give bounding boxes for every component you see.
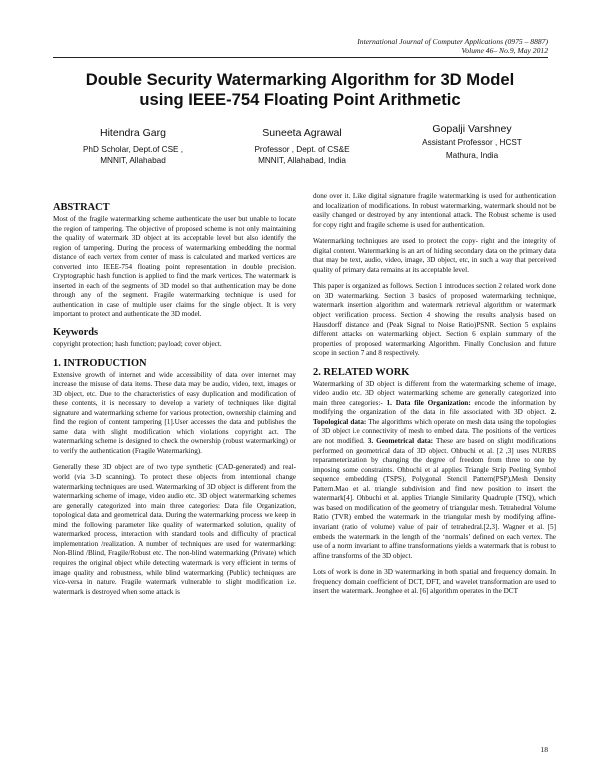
left-column [53, 202, 296, 604]
paper-title [40, 70, 560, 110]
related-text: The algorithms which operate on mesh data using the topologies of 3D object i.e connectivity of mesh to embed data. The positions of the vertices are not modified. [313, 417, 556, 446]
related-work-paragraph-1 [313, 380, 556, 561]
author-affiliation: PhD Scholar, Dept.of CSE , [82, 145, 184, 154]
journal-volume: Volume 46– No.9, May 2012 [461, 46, 548, 55]
introduction-paragraph-3: done over it. Like digital signature fragile watermarking is used for authentication and localization of modifications. In robust watermarking, watermark should not be easily changed or destroyed by any intentional attack. The Robust scheme is used for copy right and fragile scheme is used for authentication. [313, 192, 556, 229]
introduction-paragraph-2: Generally these 3D object are of two type synthetic (CAD-generated) and real-world (via 3-D scanning). To protect these objects from intentional change watermarking techniques are used. Watermarking of 3D object is different from the watermarking scheme of image, video audio etc. 3D object watermarking schemes are generally categorized into main three categories: Data file Organization, topological data and geometrical data. During the watermarking process we keep in mind the following parameter like quality of watermarked solution, quality of watermarked process, interaction with standard tools and difficulty of practical implementation /realization. A number of techniques are used for watermarking: Non-Blind /Blind, Fragile/Robust etc. The non-blind watermarking (Private) which requires the original object while detecting watermark is very efficient in terms of image quality and robustness, while blind watermarking (Public) techniques are vice-versa in nature. Fragile watermark vulnerable to slight modification i.e. watermark is destroyed when some attack is [53, 463, 296, 596]
author-1 [53, 126, 213, 166]
introduction-paragraph-4: Watermarking techniques are used to protect the copy- right and the integrity of digital content. Watermarking is an art of hiding secondary data on the primary data that may be text, audio, video, image, 3D object, etc, in such a way that perceived quality of primary data remains at its acceptable level. [313, 237, 556, 274]
category-geometrical: 3. Geometrical data: [367, 437, 434, 446]
journal-header [357, 37, 548, 55]
page-number: 18 [540, 745, 548, 754]
category-data-file: 1. Data file Organization: [386, 398, 471, 407]
journal-name: International Journal of Computer Applications (0975 – 8887) [357, 37, 548, 46]
keywords-heading: Keywords [53, 327, 99, 339]
introduction-paragraph-1: Extensive growth of internet and wide accessibility of data over internet may increase the misuse of data items. These data may be audio, video, text, images or 3D object, etc. Due to the characteristics of easy duplication and modification of these contents, it is necessary to develop a variety of techniques like digital signature and watermarking scheme for various protection, ownership claiming and find the region of content tampering [1].User accesses the data and publishes the same data with slight modification which violations copyright act. The watermarking scheme is designed to check the ownership (robust watermarking) or to verify the authentication (Fragile Watermarking). [53, 370, 296, 455]
title-line-2: using IEEE-754 Floating Point Arithmetic [139, 90, 461, 109]
author-name: Gopalji Varshney [432, 123, 512, 135]
author-3 [392, 122, 552, 161]
abstract-heading: ABSTRACT [53, 202, 110, 213]
author-affiliation: Assistant Professor , HCST [422, 138, 522, 147]
category-topological: 2. Topological data: [313, 408, 556, 426]
introduction-paragraph-5: This paper is organized as follows. Section 1 introduces section 2 related work done on 3D watermarking. Section 3 basics of proposed watermarking technique, watermark insertion algorithm and watermark retrieval algorithm or watermark object verification process. Section 4 showing the results analysis based on Hausdorff distance and (Peak Signal to Noise Ratio)PSNR. Section 5 explains different attacks on watermarking object. Section 6 explain summary of the properties of proposed watermarking Algorithm. Finally Conclusion and future scope in section 7 and 8 respectively. [313, 282, 556, 358]
author-affiliation: Mathura, India [445, 151, 499, 160]
author-affiliation: Professor , Dept. of CS&E [254, 145, 350, 154]
related-text: These are based on slight modifications performed on geometrical data of 3D object. Ohbuchi et al. [2 ,3] uses NURBS reparameterization by changing the degree of freedom from three to one by imposing some constraints. Ohbuchi et al applies Triangle Strip Peeling Symbol sequence embedding (TSPS), Polygonal Stencil Pattern(PSP),Mesh Density Pattern.Mao et al. triangle subdivision and find new position to insert the watermark[4]. Ohbuchi et al. applies Triangle Similarity Quadruple (TSQ), which was based on modification of the geometry of triangular mesh. Tetrahedral Volume Ratio (TVR) embed the watermark in the triangular mesh by modifying affine-invariant (ratio of volume) value of pair of tetrahedral.[2,3]. Wagner et al. [5] embeds the watermark in the length of the ‘normals’ defined on each vertex. The use of a norm invariant to affine transformations yields a watermark that is robust to affine transforms of the 3D object. [313, 437, 556, 560]
title-line-1: Double Security Watermarking Algorithm for 3D Model [85, 70, 515, 89]
author-name: Hitendra Garg [100, 127, 166, 139]
right-column [313, 192, 556, 604]
introduction-heading: 1. INTRODUCTION [53, 357, 147, 369]
author-name: Suneeta Agrawal [262, 127, 342, 139]
author-2 [222, 126, 382, 166]
related-text: Watermarking of 3D object is different from the watermarking scheme of image, video audio etc. 3D object watermarking scheme are generally categorized into main three categories:- [313, 379, 556, 407]
related-work-paragraph-2: Lots of work is done in 3D watermarking in both spatial and frequency domain. In frequency domain coefficient of DCT, DFT, and wavelet transformation are used to insert the watermark. Jeonghee et al. [6] algorithm operates in the DCT [313, 568, 556, 596]
author-affiliation: MNNIT, Allahabad, India [258, 156, 346, 165]
related-work-heading: 2. RELATED WORK [313, 366, 410, 378]
author-affiliation: MNNIT, Allahabad [100, 156, 166, 165]
related-text: encode the information by modifying the organization of the data in file associated with 3D object. [313, 398, 556, 417]
abstract-text: Most of the fragile watermarking scheme authenticate the user but unable to locate the region of tampering. The objective of proposed scheme is not only maintaining the quality of watermark 3D object at its acceptable level but also identify the region of tampering. During the process of watermarking embedding the normal distance of each vertex from center of mass is calculated and marked vertices are converted into IEEE-754 floating point representation in double precision. Cryptographic hash function is applied to find the mark vertices. The watermark is inserted in each of the segments of 3D model so that authentication may be done through any of the segment. Fragile watermarking technique is used for authentication in case of multiple user claims for the single object. It is very important to protect and authenticate the 3D model. [53, 215, 296, 319]
header-rule [53, 57, 548, 58]
keywords-text: copyright protection; hash function; payload; cover object. [53, 340, 222, 349]
